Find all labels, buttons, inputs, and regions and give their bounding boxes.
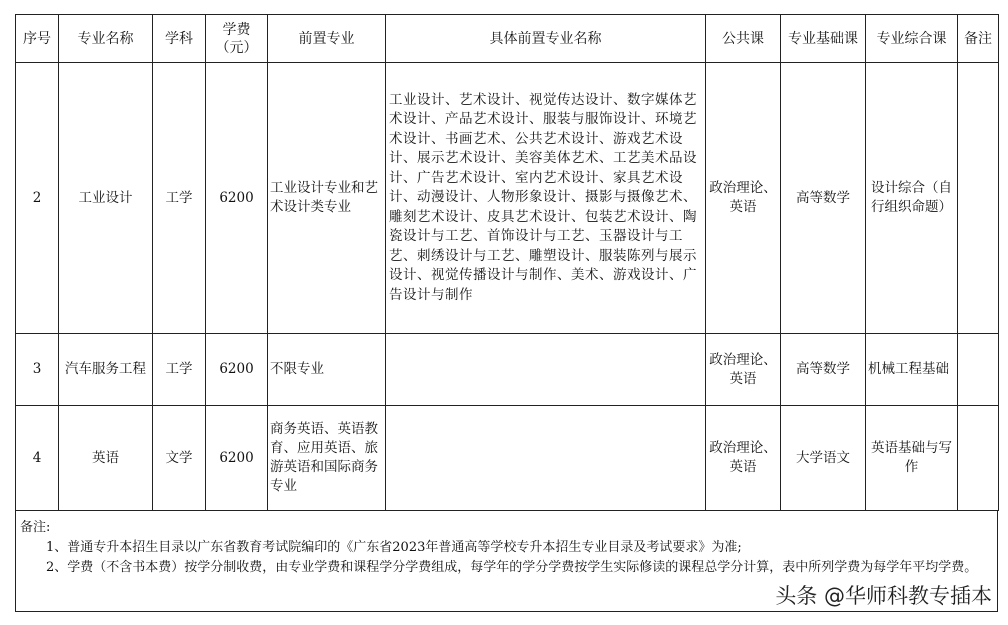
cell-detail: 工业设计、艺术设计、视觉传达设计、数字媒体艺术设计、产品艺术设计、服装与服饰设计、环境艺术设计、书画艺术、公共艺术设计、游戏艺术设计、展示艺术设计、美容美体艺术、工艺美术品设计、广告艺术设计、室内艺术设计、家具艺术设计、动漫设计、人物形象设计、摄影与摄像艺术、雕刻艺术设计、皮具艺术设计、包装艺术设计、陶瓷设计与工艺、首饰设计与工艺、玉器设计与工艺、刺绣设计与工艺、雕塑设计、服装陈列与展示设计、视觉传播设计与制作、美术、游戏设计、广告设计与制作	[386, 63, 706, 334]
header-comprehensive: 专业综合课	[866, 15, 958, 63]
cell-fee: 6200	[206, 334, 268, 406]
cell-basic: 高等数学	[781, 63, 866, 334]
cell-basic: 高等数学	[781, 334, 866, 406]
header-discipline: 学科	[153, 15, 206, 63]
note-item: 2、学费（不含书本费）按学分制收费，由专业学费和课程学分学费组成，每学年的学分学费按学生实际修读的课程总学分计算，表中所列学费为每学年平均学费。	[46, 560, 978, 575]
cell-prereq: 工业设计专业和艺术设计类专业	[268, 63, 386, 334]
cell-major: 工业设计	[59, 63, 153, 334]
cell-no: 2	[16, 63, 59, 334]
cell-remark	[958, 406, 999, 511]
cell-remark	[958, 334, 999, 406]
cell-prereq: 商务英语、英语教育、应用英语、旅游英语和国际商务专业	[268, 406, 386, 511]
cell-comprehensive: 设计综合（自行组织命题）	[866, 63, 958, 334]
header-row	[16, 15, 999, 63]
cell-comprehensive: 英语基础与写作	[866, 406, 958, 511]
note-item: 1、普通专升本招生目录以广东省教育考试院编印的《广东省2023年普通高等学校专升本招生专业目录及考试要求》为准;	[46, 540, 742, 555]
header-remark: 备注	[958, 15, 999, 63]
cell-remark	[958, 63, 999, 334]
header-fee: 学费（元）	[206, 15, 268, 63]
header-basic: 专业基础课	[781, 15, 866, 63]
header-public: 公共课	[706, 15, 781, 63]
header-detail: 具体前置专业名称	[386, 15, 706, 63]
cell-discipline: 工学	[153, 334, 206, 406]
admissions-table	[15, 14, 999, 511]
cell-detail	[386, 334, 706, 406]
table-row	[16, 406, 999, 511]
cell-public: 政治理论、英语	[706, 334, 781, 406]
cell-basic: 大学语文	[781, 406, 866, 511]
cell-no: 3	[16, 334, 59, 406]
header-major: 专业名称	[59, 15, 153, 63]
cell-fee: 6200	[206, 406, 268, 511]
cell-public: 政治理论、英语	[706, 406, 781, 511]
cell-no: 4	[16, 406, 59, 511]
cell-prereq: 不限专业	[268, 334, 386, 406]
header-prereq: 前置专业	[268, 15, 386, 63]
notes-title: 备注:	[20, 520, 51, 535]
cell-discipline: 文学	[153, 406, 206, 511]
table-row	[16, 334, 999, 406]
table-row	[16, 63, 999, 334]
watermark: 头条 @华师科教专插本	[775, 584, 992, 608]
cell-major: 汽车服务工程	[59, 334, 153, 406]
cell-major: 英语	[59, 406, 153, 511]
cell-discipline: 工学	[153, 63, 206, 334]
header-no: 序号	[16, 15, 59, 63]
cell-fee: 6200	[206, 63, 268, 334]
cell-comprehensive: 机械工程基础	[866, 334, 958, 406]
cell-detail	[386, 406, 706, 511]
cell-public: 政治理论、英语	[706, 63, 781, 334]
